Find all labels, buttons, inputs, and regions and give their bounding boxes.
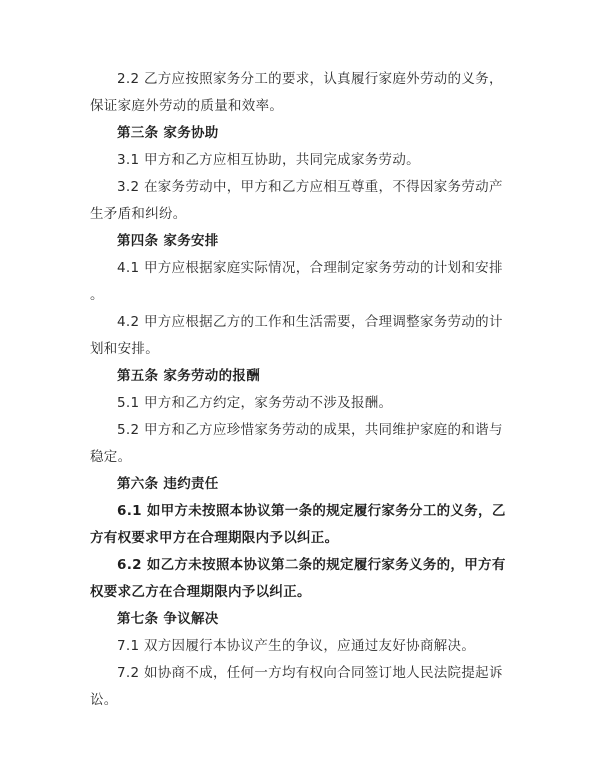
paragraph-2-2-line-1: 2.2 乙方应按照家务分工的要求，认真履行家庭外劳动的义务，	[117, 71, 503, 87]
paragraph-4-2-line-2: 划和安排。	[90, 341, 159, 357]
paragraph-7-2-line-1: 7.2 如协商不成，任何一方均有权向合同签订地人民法院提起诉	[117, 665, 503, 681]
paragraph-4-2-line-1: 4.2 甲方应根据乙方的工作和生活需要，合理调整家务劳动的计	[117, 314, 503, 330]
article-4-heading: 第四条 家务安排	[117, 233, 219, 249]
paragraph-7-1: 7.1 双方因履行本协议产生的争议，应通过友好协商解决。	[117, 638, 476, 654]
paragraph-3-2-line-1: 3.2 在家务劳动中，甲方和乙方应相互尊重，不得因家务劳动产	[117, 179, 503, 195]
paragraph-6-1-line-2: 方有权要求甲方在合理期限内予以纠正。	[90, 530, 339, 546]
paragraph-6-1-line-1: 6.1 如甲方未按照本协议第一条的规定履行家务分工的义务，乙	[117, 503, 506, 519]
paragraph-4-1-line-2: 。	[90, 287, 104, 303]
paragraph-6-2-line-2: 权要求乙方在合理期限内予以纠正。	[90, 584, 311, 600]
article-5-heading: 第五条 家务劳动的报酬	[117, 368, 260, 384]
paragraph-5-2-line-1: 5.2 甲方和乙方应珍惜家务劳动的成果，共同维护家庭的和谐与	[117, 422, 503, 438]
paragraph-2-2-line-2: 保证家庭外劳动的质量和效率。	[90, 98, 284, 114]
article-3-heading: 第三条 家务协助	[117, 125, 219, 141]
article-7-heading: 第七条 争议解决	[117, 611, 219, 627]
paragraph-4-1-line-1: 4.1 甲方应根据家庭实际情况，合理制定家务劳动的计划和安排	[117, 260, 503, 276]
paragraph-6-2-line-1: 6.2 如乙方未按照本协议第二条的规定履行家务义务的，甲方有	[117, 557, 506, 573]
paragraph-5-2-line-2: 稳定。	[90, 449, 132, 465]
paragraph-3-2-line-2: 生矛盾和纠纷。	[90, 206, 187, 222]
paragraph-3-1: 3.1 甲方和乙方应相互协助，共同完成家务劳动。	[117, 152, 420, 168]
paragraph-5-1: 5.1 甲方和乙方约定，家务劳动不涉及报酬。	[117, 395, 393, 411]
article-6-heading: 第六条 违约责任	[117, 476, 219, 492]
paragraph-7-2-line-2: 讼。	[90, 692, 118, 708]
